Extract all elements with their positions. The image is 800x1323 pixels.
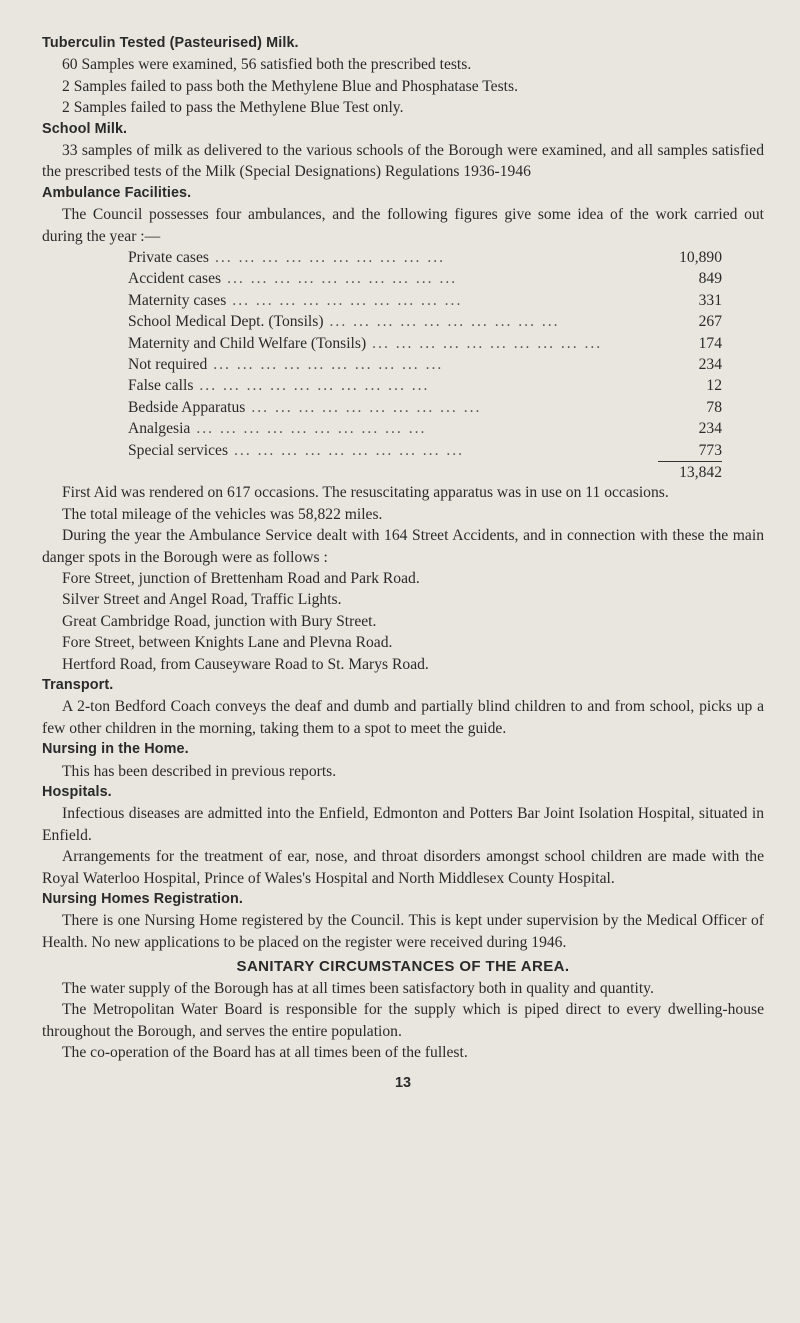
nursing-home-heading: Nursing in the Home. (42, 741, 189, 758)
danger-spot: Hertford Road, from Causeyware Road to St. Marys Road. (62, 655, 429, 673)
table-row: Accident cases ... ... ... ... ... ... ... ... ... ... 849 (128, 268, 722, 289)
transport-paragraph: A 2-ton Bedford Coach conveys the deaf and dumb and partially blind children to and from school, picks up a few other children in the morning, taking them to a spot to meet the guide. (42, 698, 764, 737)
accidents-paragraph: During the year the Ambulance Service dealt with 164 Street Accidents, and in connection with these the main danger spots in the Borough were as follows : (42, 527, 764, 566)
table-row: Maternity and Child Welfare (Tonsils) ... ... ... ... ... ... ... ... ... ... 174 (128, 333, 722, 354)
tb-line-3: 2 Samples failed to pass the Methylene Blue Test only. (62, 99, 404, 117)
row-value: 331 (698, 291, 722, 309)
row-value: 12 (706, 377, 722, 395)
table-row: Maternity cases ... ... ... ... ... ... ... ... ... ... 331 (128, 290, 722, 311)
row-label: Maternity and Child Welfare (Tonsils) (128, 334, 367, 352)
row-label: Accident cases (128, 270, 222, 288)
tb-line-2: 2 Samples failed to pass both the Methylene Blue and Phosphatase Tests. (62, 77, 518, 95)
table-row: Special services ... ... ... ... ... ... ... ... ... ... 773 (128, 440, 722, 461)
row-value: 849 (698, 270, 722, 288)
row-value: 267 (698, 313, 722, 331)
first-aid-paragraph: First Aid was rendered on 617 occasions. The resuscitating apparatus was in use on 11 occasions. (62, 484, 669, 502)
total-row (128, 461, 722, 482)
sanitary-heading: SANITARY CIRCUMSTANCES OF THE AREA. (236, 958, 570, 976)
row-value: 10,890 (679, 249, 722, 267)
row-label: Not required (128, 356, 208, 374)
school-milk-heading: School Milk. (42, 120, 128, 137)
row-label: Maternity cases (128, 291, 227, 309)
page-number: 13 (394, 1075, 411, 1092)
row-value: 234 (698, 420, 722, 438)
danger-spot: Fore Street, between Knights Lane and Plevna Road. (62, 634, 393, 652)
nursing-reg-paragraph: There is one Nursing Home registered by the Council. This is kept under supervision by the Medical Officer of Health. No new applications to be placed on the register were received during 1946. (42, 912, 764, 951)
row-value: 773 (698, 441, 722, 459)
mileage-paragraph: The total mileage of the vehicles was 58,822 miles. (62, 505, 383, 523)
tb-milk-heading: Tuberculin Tested (Pasteurised) Milk. (42, 35, 299, 51)
table-row: False calls ... ... ... ... ... ... ... ... ... ... 12 (128, 375, 722, 396)
table-row: Private cases ... ... ... ... ... ... ... ... ... ... 10,890 (128, 247, 722, 268)
nursing-reg-heading: Nursing Homes Registration. (42, 891, 243, 908)
ambulance-figures-table (128, 247, 722, 482)
row-label: False calls (128, 377, 194, 395)
sanitary-paragraph-3: The co-operation of the Board has at all times been of the fullest. (62, 1043, 468, 1061)
tb-line-1: 60 Samples were examined, 56 satisfied both the prescribed tests. (62, 56, 472, 74)
row-value: 234 (698, 356, 722, 374)
table-row: School Medical Dept. (Tonsils) ... ... ... ... ... ... ... ... ... ... 267 (128, 311, 722, 332)
sanitary-paragraph-2: The Metropolitan Water Board is responsible for the supply which is piped direct to every dwelling-house throughout the Borough, and serves the entire population. (42, 1001, 764, 1040)
table-row: Not required ... ... ... ... ... ... ... ... ... ... 234 (128, 354, 722, 375)
transport-heading: Transport. (42, 677, 114, 694)
nursing-home-paragraph: This has been described in previous reports. (62, 762, 337, 780)
ambulance-heading: Ambulance Facilities. (42, 184, 192, 201)
row-label: Private cases (128, 249, 209, 267)
hospitals-heading: Hospitals. (42, 784, 112, 801)
row-value: 174 (698, 334, 722, 352)
hospitals-paragraph-1: Infectious diseases are admitted into the Enfield, Edmonton and Potters Bar Joint Isolation Hospital, situated in Enfield. (42, 805, 764, 844)
table-row: Analgesia ... ... ... ... ... ... ... ... ... ... 234 (128, 418, 722, 439)
ambulance-intro: The Council possesses four ambulances, and the following figures give some idea of the work carried out during the year :— (42, 206, 764, 245)
row-value: 78 (706, 398, 722, 416)
danger-spot: Great Cambridge Road, junction with Bury Street. (62, 612, 377, 630)
row-label: Bedside Apparatus (128, 398, 246, 416)
danger-spot: Silver Street and Angel Road, Traffic Lights. (62, 591, 342, 609)
table-row: Bedside Apparatus ... ... ... ... ... ... ... ... ... ... 78 (128, 397, 722, 418)
row-label: Analgesia (128, 420, 191, 438)
row-label: School Medical Dept. (Tonsils) (128, 313, 324, 331)
sanitary-paragraph-1: The water supply of the Borough has at all times been satisfactory both in quality and quantity. (62, 979, 654, 997)
danger-spot: Fore Street, junction of Brettenham Road and Park Road. (62, 569, 420, 587)
hospitals-paragraph-2: Arrangements for the treatment of ear, nose, and throat disorders amongst school children are made with the Royal Waterloo Hospital, Prince of Wales's Hospital and North Middlesex County Hospital. (42, 848, 764, 887)
row-label: Special services (128, 441, 229, 459)
total-value: 13,842 (658, 461, 722, 483)
school-milk-paragraph: 33 samples of milk as delivered to the various schools of the Borough were examined, and all samples satisfied the prescribed tests of the Milk (Special Designations) Regulations 1936-1946 (42, 142, 764, 181)
